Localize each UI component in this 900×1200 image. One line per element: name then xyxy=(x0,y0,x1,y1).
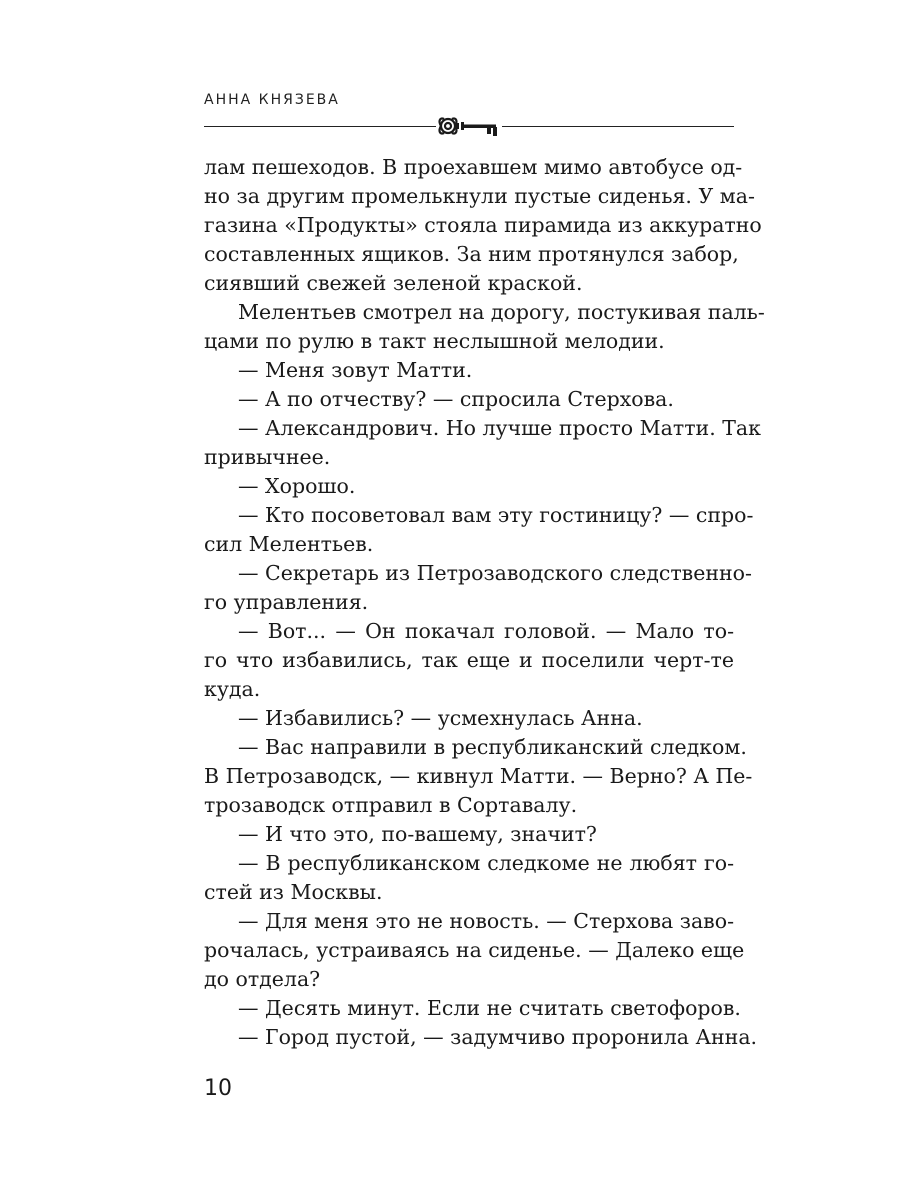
text-line: лам пешеходов. В проехавшем мимо автобусе од- xyxy=(204,155,743,179)
text-line: го управления. xyxy=(204,590,369,614)
text-line: сиявший свежей зеленой краской. xyxy=(204,271,583,295)
text-line: трозаводск отправил в Сортавалу. xyxy=(204,793,578,817)
text-line: Мелентьев смотрел на дорогу, постукивая паль- xyxy=(238,300,765,324)
text-line: сил Мелентьев. xyxy=(204,532,374,556)
text-line: куда. xyxy=(204,677,261,701)
text-line: рочалась, устраиваясь на сиденье. — Далеко еще xyxy=(204,938,745,962)
text-line: — В республиканском следкоме не любят го- xyxy=(238,851,734,875)
text-line: го что избавились, так еще и поселили черт-те xyxy=(204,648,734,672)
text-line: — Избавились? — усмехнулась Анна. xyxy=(238,706,643,730)
text-line: составленных ящиков. За ним протянулся забор, xyxy=(204,242,739,266)
page-number: 10 xyxy=(204,1076,232,1101)
text-line: — Город пустой, — задумчиво проронила Анна. xyxy=(238,1025,758,1049)
text-line: до отдела? xyxy=(204,967,321,991)
text-line: цами по рулю в такт неслышной мелодии. xyxy=(204,329,665,353)
text-line: но за другим промелькнули пустые сиденья. У ма- xyxy=(204,184,755,208)
text-line: В Петрозаводск, — кивнул Матти. — Верно? А Пе- xyxy=(204,764,753,788)
key-icon xyxy=(436,113,502,139)
text-line: — Секретарь из Петрозаводского следственно- xyxy=(238,561,752,585)
text-line: стей из Москвы. xyxy=(204,880,383,904)
text-line: — Меня зовут Матти. xyxy=(238,358,473,382)
author-name: АННА КНЯЗЕВА xyxy=(204,92,340,108)
text-line: — Хорошо. xyxy=(238,474,356,498)
text-line: привычнее. xyxy=(204,445,331,469)
text-line: — А по отчеству? — спросила Стерхова. xyxy=(238,387,674,411)
text-line: — Десять минут. Если не считать светофоров. xyxy=(238,996,741,1020)
text-line: газина «Продукты» стояла пирамида из аккуратно xyxy=(204,213,762,237)
text-line: — Кто посоветовал вам эту гостиницу? — спро- xyxy=(238,503,754,527)
body-text xyxy=(204,153,765,1052)
text-line: — Вот... — Он покачал головой. — Мало то- xyxy=(238,619,734,643)
text-line: — Для меня это не новость. — Стерхова заво- xyxy=(238,909,734,933)
text-line: — Вас направили в республиканский следком. xyxy=(238,735,747,759)
text-line: — И что это, по-вашему, значит? xyxy=(238,822,597,846)
text-line: — Александрович. Но лучше просто Матти. Так xyxy=(238,416,761,440)
